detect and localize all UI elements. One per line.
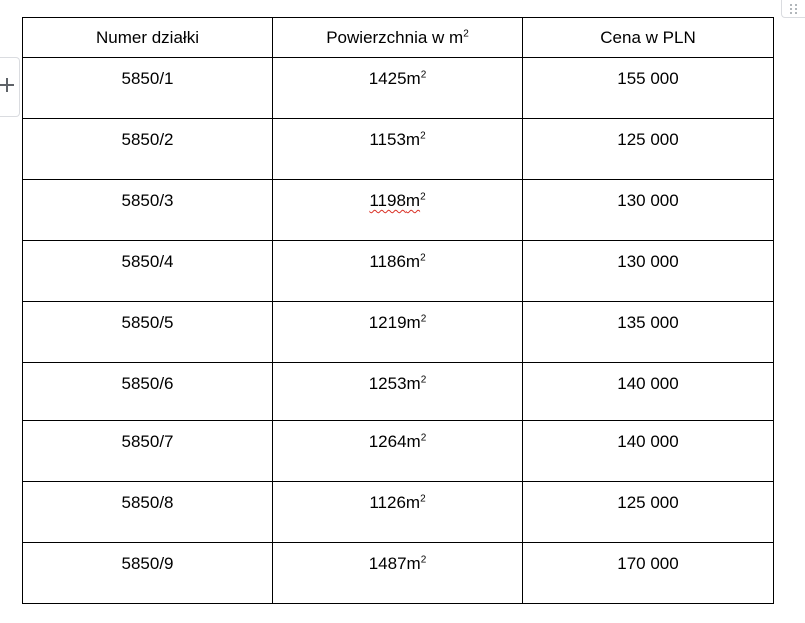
cell-price[interactable] — [523, 180, 774, 241]
cell-plot[interactable] — [23, 241, 273, 302]
cell-plot[interactable] — [23, 58, 273, 119]
plot-number: 5850/6 — [121, 374, 174, 393]
area-unit-superscript: 2 — [420, 191, 426, 203]
cell-price[interactable] — [523, 482, 774, 543]
area-value: 1186 — [369, 252, 406, 271]
price-value: 140 000 — [617, 432, 679, 451]
table-row — [23, 180, 774, 241]
cell-area[interactable] — [273, 58, 523, 119]
header-plot-number-label: Numer działki — [96, 28, 199, 47]
area-unit: m — [406, 554, 421, 573]
drag-handle-icon[interactable] — [781, 0, 805, 18]
area-value: 1219 — [368, 313, 407, 332]
cell-area[interactable] — [273, 421, 523, 482]
price-value: 125 000 — [617, 130, 679, 149]
price-value: 125 000 — [617, 493, 679, 512]
cell-area[interactable] — [273, 363, 523, 421]
area-unit-superscript: 2 — [420, 554, 427, 566]
price-value: 170 000 — [617, 554, 679, 573]
price-value: 140 000 — [617, 374, 679, 393]
area-unit: m — [405, 493, 421, 512]
cell-area[interactable] — [273, 482, 523, 543]
area-value: 1126 — [369, 493, 406, 512]
header-area-label: Powierzchnia w m — [326, 28, 464, 47]
area-unit: m — [406, 69, 421, 88]
area-value: 1153 — [369, 130, 406, 149]
plus-icon[interactable] — [0, 78, 14, 92]
table-header-row — [23, 18, 774, 58]
spellcheck-flagged-text[interactable] — [369, 191, 420, 210]
cell-plot[interactable] — [23, 482, 273, 543]
plot-number: 5850/1 — [121, 69, 174, 88]
area-value: 1264 — [368, 432, 407, 451]
header-area[interactable] — [273, 18, 523, 58]
price-value: 155 000 — [617, 69, 679, 88]
cell-area[interactable] — [273, 180, 523, 241]
table-row — [23, 421, 774, 482]
plot-number: 5850/3 — [121, 191, 174, 210]
area-unit: m — [406, 313, 421, 332]
area-unit: m — [405, 130, 421, 149]
area-value: 1487 — [368, 554, 407, 573]
table-row — [23, 58, 774, 119]
area-unit-superscript: 2 — [420, 313, 427, 325]
cell-area[interactable] — [273, 302, 523, 363]
header-price[interactable] — [523, 18, 774, 58]
cell-plot[interactable] — [23, 543, 273, 604]
area-unit-superscript: 2 — [420, 374, 427, 386]
area-unit: m — [405, 191, 421, 210]
table-row — [23, 302, 774, 363]
plot-number: 5850/7 — [121, 432, 174, 451]
cell-plot[interactable] — [23, 302, 273, 363]
header-area-superscript: 2 — [463, 28, 469, 40]
plots-table — [22, 17, 774, 604]
table-row — [23, 482, 774, 543]
area-unit-superscript: 2 — [420, 130, 426, 142]
cell-plot[interactable] — [23, 363, 273, 421]
area-unit: m — [406, 374, 421, 393]
cell-area[interactable] — [273, 241, 523, 302]
table-row — [23, 119, 774, 180]
plot-number: 5850/5 — [121, 313, 174, 332]
area-value: 1425 — [368, 69, 407, 88]
header-price-label: Cena w PLN — [600, 28, 696, 47]
area-unit-superscript: 2 — [420, 252, 426, 264]
cell-plot[interactable] — [23, 119, 273, 180]
plot-number: 5850/8 — [121, 493, 174, 512]
table-row — [23, 543, 774, 604]
cell-price[interactable] — [523, 119, 774, 180]
area-unit: m — [405, 252, 421, 271]
cell-price[interactable] — [523, 302, 774, 363]
cell-plot[interactable] — [23, 180, 273, 241]
area-value: 1253 — [368, 374, 407, 393]
area-value: 1198 — [369, 191, 406, 210]
area-unit-superscript: 2 — [420, 493, 426, 505]
cell-area[interactable] — [273, 119, 523, 180]
area-unit-superscript: 2 — [420, 432, 427, 444]
price-value: 130 000 — [617, 191, 679, 210]
price-value: 135 000 — [617, 313, 679, 332]
cell-price[interactable] — [523, 241, 774, 302]
area-unit: m — [406, 432, 421, 451]
plot-number: 5850/2 — [121, 130, 174, 149]
plot-number: 5850/9 — [121, 554, 174, 573]
cell-price[interactable] — [523, 543, 774, 604]
plot-number: 5850/4 — [121, 252, 174, 271]
header-plot-number[interactable] — [23, 18, 273, 58]
cell-plot[interactable] — [23, 421, 273, 482]
table-row — [23, 241, 774, 302]
area-unit-superscript: 2 — [420, 69, 427, 81]
cell-price[interactable] — [523, 58, 774, 119]
price-value: 130 000 — [617, 252, 679, 271]
table-row — [23, 363, 774, 421]
cell-price[interactable] — [523, 363, 774, 421]
cell-price[interactable] — [523, 421, 774, 482]
cell-area[interactable] — [273, 543, 523, 604]
